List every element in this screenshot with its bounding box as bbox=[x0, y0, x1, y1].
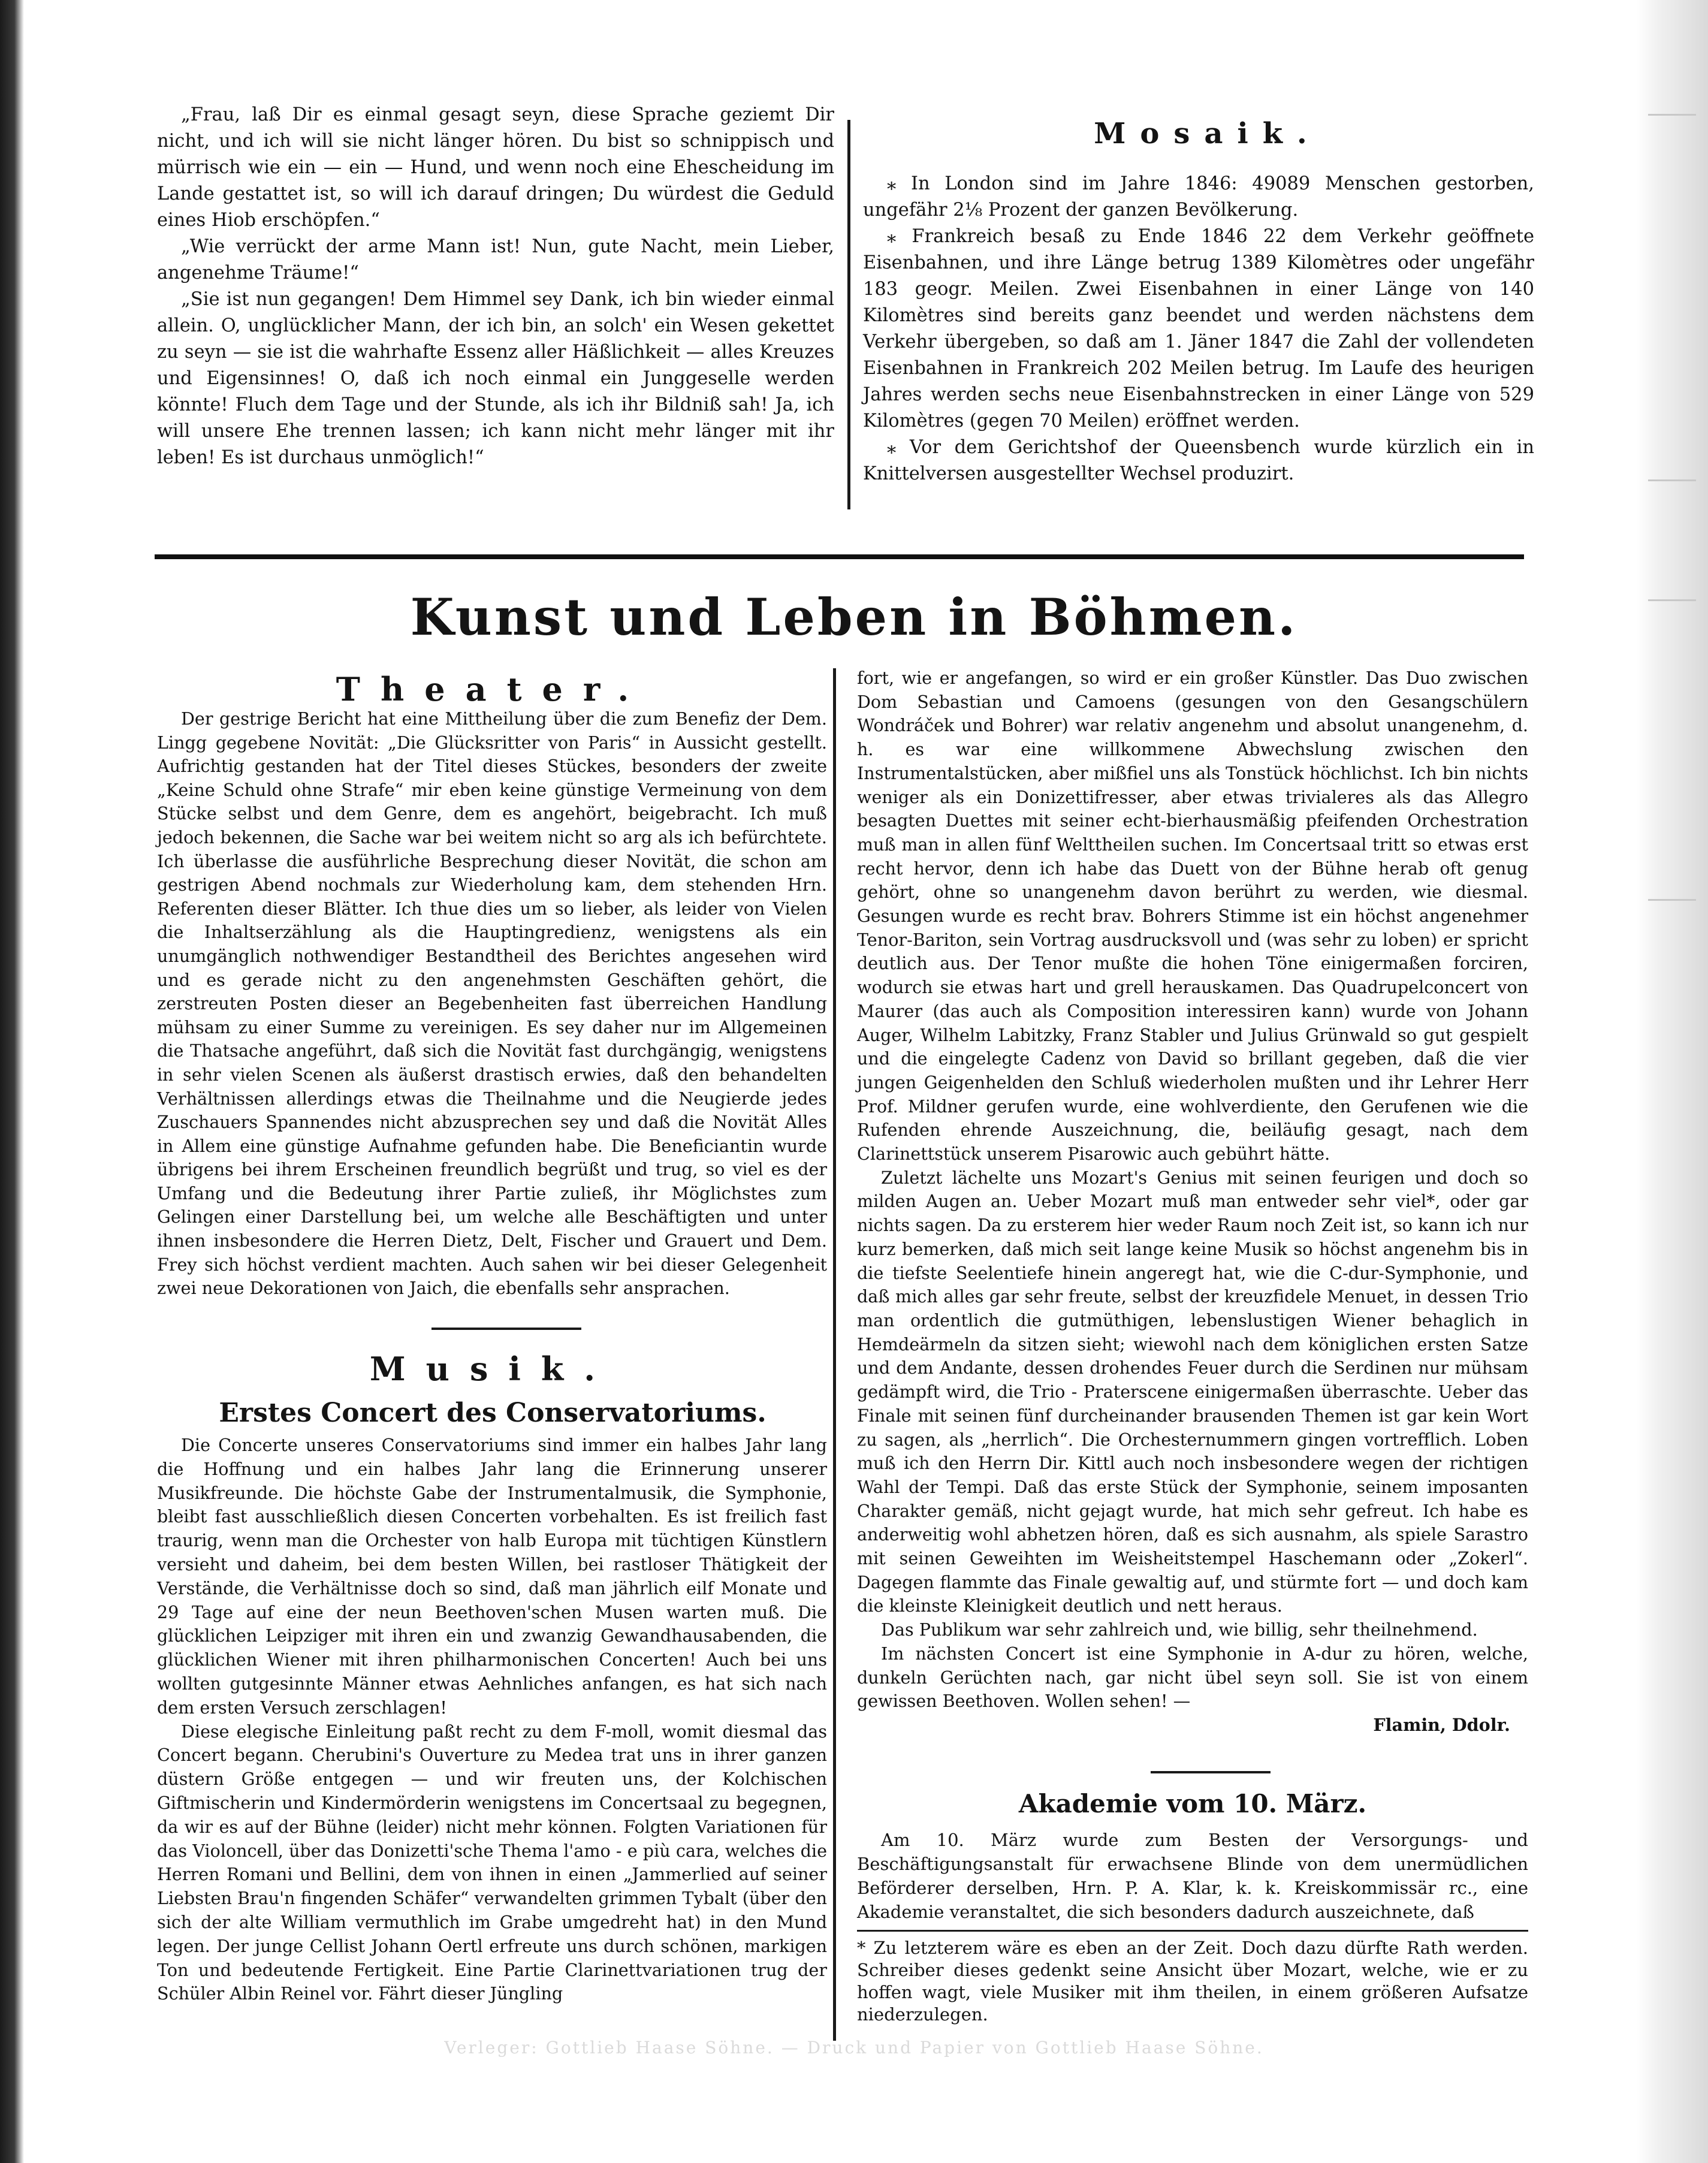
footnote bbox=[857, 1937, 1528, 2026]
mosaik-column bbox=[863, 171, 1534, 487]
right-column-paragraph: Im nächsten Concert ist eine Symphonie in A-dur zu hören, welche, dunkeln Gerüchten nach, gar nicht übel seyn soll. Sie ist von einem gewissen Beethoven. Wollen sehen! — bbox=[857, 1643, 1528, 1712]
mosaik-title: Mosaik. bbox=[1094, 117, 1321, 150]
mosaik-item bbox=[863, 171, 1534, 224]
bleed-line bbox=[1648, 899, 1696, 901]
bleed-through-footer: Verleger: Gottlieb Haase Söhne. — Druck und Papier von Gottlieb Haase Söhne. bbox=[444, 2038, 1264, 2058]
theater-end-rule bbox=[431, 1328, 581, 1330]
musik-paragraph: Die Concerte unseres Conservatoriums sind immer ein halbes Jahr lang die Hoffnung und ein halbes Jahr lang die Erinnerung unserer Musikfreunde. Die höchste Gabe der Instrumentalmusik, die Symphonie, bleibt fast ausschließlich diesen Concerten vorbehalten. Es ist freilich fast traurig, wenn man die Orchester von halb Europa mit tüchtigen Künstlern versieht und daheim, bei dem besten Willen, bei rastloser Thätigkeit der Verstände, die Verhältnisse doch so sind, daß man jährlich eilf Monate und 29 Tage auf eine der neun Beethoven'schen Musen warten muß. Die glücklichen Leipziger mit ihren ein und zwanzig Gewandhausabenden, die glücklichen Wiener mit ihren philharmonischen Concerten! Auch bei uns wollten gutgesinnte Männer etwas Aehnliches anfangen, es hat sich nach dem ersten Versuch zerschlagen! bbox=[157, 1435, 827, 1718]
mosaik-item bbox=[863, 224, 1534, 435]
asterism-icon: ⁎ bbox=[887, 437, 897, 458]
top-column-divider bbox=[847, 120, 850, 509]
akademie-title: Akademie vom 10. März. bbox=[1018, 1789, 1367, 1818]
mosaik-item-text: In London sind im Jahre 1846: 49089 Menschen gestorben, ungefähr 2⅛ Prozent der ganzen Bevölkerung. bbox=[863, 173, 1534, 221]
right-column bbox=[857, 666, 1528, 1737]
asterism-icon: ⁎ bbox=[887, 226, 897, 247]
footnote-text: * Zu letzterem wäre es eben an der Zeit. Doch dazu dürfte Rath werden. Schreiber dieses gedenkt seine Ansicht über Mozart, welche, wie er zu hoffen wagt, viele Musiker mit ihm theilen, in einem größeren Aufsatze niederzulegen. bbox=[857, 1938, 1528, 2025]
akademie-paragraph: Am 10. März wurde zum Besten der Versorgungs- und Beschäftigungsanstalt für erwachsene Blinde von dem unermüdlichen Beförderer derselben, Hrn. P. A. Klar, k. k. Kreiskommissär rc., eine Akademie veranstaltet, die sich besonders dadurch auszeichnete, daß bbox=[857, 1830, 1528, 1922]
section-title: Kunst und Leben in Böhmen. bbox=[410, 587, 1298, 647]
right-column-paragraph: Zuletzt lächelte uns Mozart's Genius mit seinen feurigen und doch so milden Augen an. Ueber Mozart muß man entweder sehr viel*, oder gar nichts sagen. Da zu ersterem hier weder Raum noch Zeit ist, so kann ich nur kurz bemerken, daß mich seit lange keine Musik so höchst angenehm bis in die tiefste Seelentiefe hinein angeregt hat, wie die C-dur-Symphonie, und daß mich alles gar sehr freute, selbst der kreuzfidele Menuet, in dessen Trio man ordentlich die gutmüthigen, lebenslustigen Wiener behaglich in Hemdeärmeln da sitzen sieht; wiewohl nach dem königlichen ersten Satze und dem Andante, dessen drohendes Feuer durch die Serdinen nur mühsam gedämpft wird, die Trio - Praterscene einigermaßen überraschte. Ueber das Finale mit seinen fünf durcheinander brausenden Themen ist gar kein Wort zu sagen, als „herrlich“. Die Orchesternummern gingen vortrefflich. Loben muß ich den Herrn Dir. Kittl auch noch insbesondere wegen der richtigen Wahl der Tempi. Daß das erste Stück der Symphonie, seinem imposanten Charakter gemäß, nicht gejagt wurde, hat mich sehr gefreut. Ich habe es anderweitig wohl abhetzen hören, daß es sich ausnahm, als spiele Sarastro mit seinen Geweihten im Weisheitstempel Haschemann oder „Zokerl“. Dagegen flammte das Finale gewaltig auf, und stürmte fort — und doch kam die kleinste Kleinigkeit deutlich und nett heraus. bbox=[857, 1167, 1528, 1616]
musik-title: Musik. bbox=[369, 1350, 616, 1388]
right-column-paragraph: fort, wie er angefangen, so wird er ein großer Künstler. Das Duo zwischen Dom Sebastian und Camoens (gesungen von den Gesangschülern Wondráček und Bohrer) war relativ angenehm und absolut unangenehm, d. h. es war eine willkommene Abwechslung zwischen den Instrumentalstücken, aber mißfiel uns als Tonstück höchlichst. Ich bin nichts weniger als ein Donizettifresser, aber etwas trivialeres als das Allegro besagten Duettes mit seiner echt-bierhausmäßig pfeifenden Orchestration muß man in allen fünf Welttheilen suchen. Im Concertsaal tritt so etwas erst recht hervor, denn ich habe das Duett von der Bühne herab oft genug gehört, ohne so unangenehm davon berührt zu werden, wie diesmal. Gesungen wurde es recht brav. Bohrers Stimme ist ein höchst angenehmer Tenor-Bariton, sein Vortrag ausdrucksvoll und (was sehr zu loben) er spricht deutlich aus. Der Tenor mußte die hohen Töne einigermaßen forciren, wodurch sie etwas hart und grell herauskamen. Das Quadrupelconcert von Maurer (das auch als Composition interessiren kann) wurde von Johann Auger, Wilhelm Labitzky, Franz Stabler und Julius Grünwald so gut gespielt und die eingelegte Cadenz von David so brillant gegeben, daß die vier jungen Geigenhelden den Schluß wiederholen mußten und ihr Lehrer Herr Prof. Mildner gerufen wurde, eine wohlverdiente, den Gerufenen wie die Rufenden ehrende Auszeichnung, die, beiläufig gesagt, nach dem Clarinettstück unserem Pisarowic auch gebührt hätte. bbox=[857, 668, 1528, 1165]
main-column-divider bbox=[833, 668, 836, 2041]
section-divider bbox=[155, 554, 1524, 559]
author-signature: Flamin, Ddolr. bbox=[1373, 1714, 1510, 1735]
signature-rule bbox=[1151, 1771, 1271, 1773]
akademie-column bbox=[857, 1828, 1528, 1924]
bleed-line bbox=[1648, 599, 1696, 601]
dialogue-paragraph: „Wie verrückt der arme Mann ist! Nun, gute Nacht, mein Lieber, angenehme Träume!“ bbox=[157, 236, 834, 283]
dialogue-paragraph: „Frau, laß Dir es einmal gesagt seyn, diese Sprache geziemt Dir nicht, und ich will sie nicht länger hören. Du bist so schnippisch und mürrisch wie ein — ein — Hund, und wenn noch eine Ehescheidung im Lande gestattet ist, so will ich darauf dringen; Du würdest die Geduld eines Hiob erschöpfen.“ bbox=[157, 104, 834, 231]
musik-paragraph: Diese elegische Einleitung paßt recht zu dem F-moll, womit diesmal das Concert begann. Cherubini's Ouverture zu Medea trat uns in ihrer ganzen düstern Größe entgegen — und wir freuten uns, der Kolchischen Giftmischerin und Kindermörderin wenigstens im Concertsaal zu begegnen, da wir es auf der Bühne (leider) nicht mehr können. Folgten Variationen für das Violoncell, über das Donizetti'sche Thema l'amo - e più cara, welches die Herren Romani und Bellini, dem von ihnen in einen „Jammerlied auf seiner Liebsten Brau'n fingenden Schäfer“ verwandelten grimmen Tybalt (über den sich der alte William vermuthlich im Grabe umgedreht hat) in den Mund legen. Der junge Cellist Johann Oertl erfreute uns durch schönen, markigen Ton und bedeutende Fertigkeit. Eine Partie Clarinettvariationen trug der Schüler Albin Reinel vor. Fährt dieser Jüngling bbox=[157, 1721, 827, 2004]
mosaik-item bbox=[863, 435, 1534, 487]
dialogue-paragraph: „Sie ist nun gegangen! Dem Himmel sey Dank, ich bin wieder einmal allein. O, unglücklicher Mann, der ich bin, an solch' ein Wesen gekettet zu seyn — sie ist die wahrhafte Essenz aller Häßlichkeit — alles Kreuzes und Eigensinnes! O, daß ich noch einmal ein Junggeselle werden könnte! Fluch dem Tage und der Stunde, als ich ihr Bildniß sah! Ja, ich will unsere Ehe trennen lassen; ich kann nicht mehr länger mit ihr leben! Es ist durchaus unmöglich!“ bbox=[157, 289, 834, 468]
mosaik-item-text: Frankreich besaß zu Ende 1846 22 dem Verkehr geöffnete Eisenbahnen, und ihre Länge betrug 1389 Kilomètres oder ungefähr 183 geogr. Meilen. Zwei Eisenbahnen in einer Länge von 140 Kilomètres sind bereits ganz beendet und werden nächstens dem Verkehr übergeben, so daß am 1. Jäner 1847 die Zahl der vollendeten Eisenbahnen in Frankreich 202 Meilen betrug. Im Laufe des heurigen Jahres werden sechs neue Eisenbahnstrecken in einer Länge von 529 Kilomètres (gegen 70 Meilen) eröffnet werden. bbox=[863, 226, 1534, 432]
theater-column bbox=[157, 707, 827, 1301]
musik-column bbox=[157, 1434, 827, 2006]
asterism-icon: ⁎ bbox=[887, 173, 897, 194]
mosaik-item-text: Vor dem Gerichtshof der Queensbench wurde kürzlich ein in Knittelversen ausgestellter Wechsel produzirt. bbox=[863, 437, 1534, 484]
bleed-line bbox=[1648, 114, 1696, 116]
footnote-rule bbox=[857, 1930, 1528, 1932]
bleed-line bbox=[1648, 479, 1696, 481]
page-binding-edge bbox=[0, 0, 24, 2163]
right-column-paragraph: Das Publikum war sehr zahlreich und, wie billig, sehr theilnehmend. bbox=[881, 1619, 1478, 1640]
musik-subtitle: Erstes Concert des Conservatoriums. bbox=[219, 1398, 767, 1428]
theater-title: Theater. bbox=[336, 670, 650, 708]
page-right-margin bbox=[1636, 0, 1708, 2163]
dialogue-column bbox=[157, 102, 834, 471]
theater-paragraph: Der gestrige Bericht hat eine Mittheilung über die zum Benefiz der Dem. Lingg gegebene Novität: „Die Glücksritter von Paris“ in Aussicht gestellt. Aufrichtig gestanden hat der Titel dieses Stückes, besonders der zweite „Keine Schuld ohne Strafe“ mir eben keine günstige Vermeinung von dem Stücke selbst und dem Genre, dem es angehört, beigebracht. Ich muß jedoch bekennen, die Sache war bei weitem nicht so arg als ich befürchtete. Ich überlasse die ausführliche Besprechung dieser Novität, die schon am gestrigen Abend nochmals zur Wiederholung kam, dem stehenden Hrn. Referenten dieser Blätter. Ich thue dies um so lieber, als leider von Vielen die Inhaltserzählung als die Hauptingredienz, wenigstens als ein unumgänglich nothwendiger Bestandtheil des Berichtes angesehen wird und es gerade nicht zu den angenehmsten Geschäften gehört, die zerstreuten Posten dieser an Begebenheiten fast überreichen Handlung mühsam zu einer Summe zu vereinigen. Es sey daher nur im Allgemeinen die Thatsache angeführt, daß sich die Novität fast durchgängig, wenigstens in sehr vielen Scenen als äußerst drastisch erwies, daß den behandelten Verhältnissen allerdings etwas die Theilnahme und die Neugierde jedes Zuschauers Spannendes nicht abzusprechen sey und daß die Novität Alles in Allem eine günstige Aufnahme gefunden habe. Die Beneficiantin wurde übrigens bei ihrem Erscheinen freundlich begrüßt und trug, so viel es der Umfang und die Bedeutung ihrer Partie zuließ, ihr Möglichstes zum Gelingen einer Darstellung bei, um welche alle Beschäftigten und unter ihnen insbesondere die Herren Dietz, Delt, Fischer und Grauert und Dem. Frey sich höchst verdient machten. Auch sahen wir bei dieser Gelegenheit zwei neue Dekorationen von Jaich, die ebenfalls sehr ansprachen. bbox=[157, 708, 827, 1299]
